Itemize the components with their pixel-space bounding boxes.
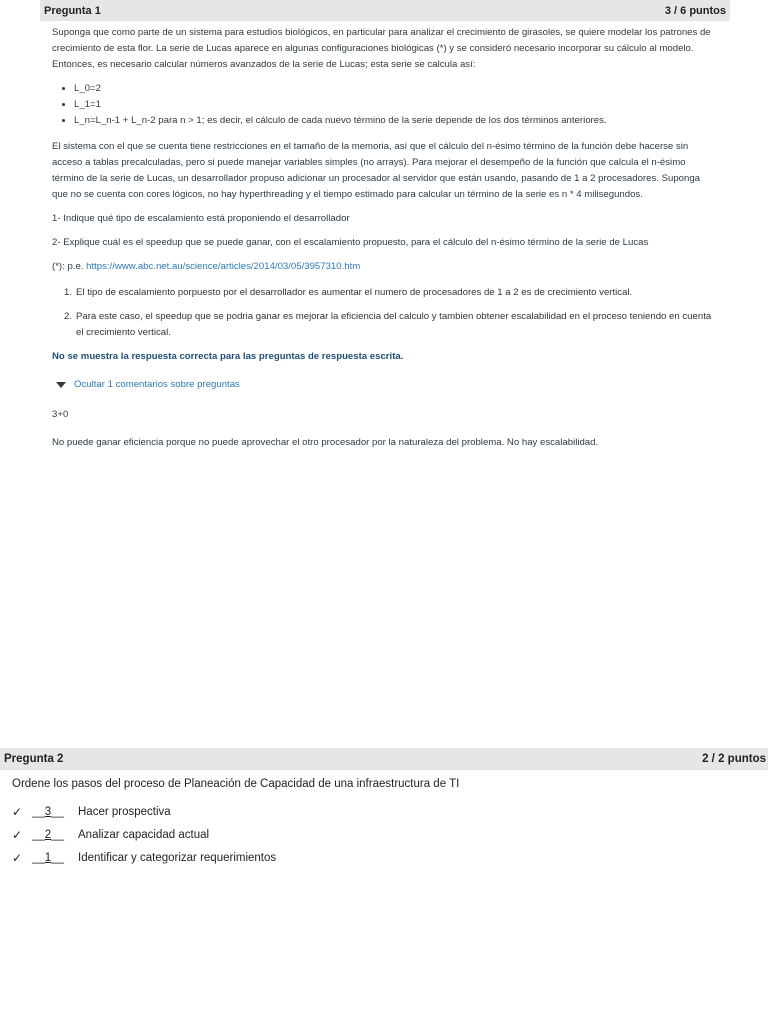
answer-item xyxy=(52,285,718,301)
question-2-prompt: Ordene los pasos del proceso de Planeación de Capacidad de una infraestructura de TI xyxy=(12,778,460,790)
hide-comments-label: Ocultar 1 comentarios sobre preguntas xyxy=(74,379,240,390)
question-1 xyxy=(40,0,730,451)
ordering-label: Analizar capacidad actual xyxy=(78,828,210,841)
question-1-title: Pregunta 1 xyxy=(44,4,101,17)
reference-prefix: (*): p.e. xyxy=(52,261,87,272)
order-value: __3__ xyxy=(32,805,64,818)
answer-number: 1. xyxy=(63,287,72,298)
question-1-header xyxy=(40,0,730,21)
check-icon: ✓ xyxy=(12,804,23,819)
instructor-comment: No puede ganar eficiencia porque no puede aprovechar el otro procesador por la naturaleza del problema. No hay escalabilidad. xyxy=(52,437,599,448)
task-2: 2- Explique cuál es el speedup que se puede ganar, con el escalamiento propuesto, para el cálculo del n-ésimo término de la serie de Lucas xyxy=(52,237,649,248)
student-answer xyxy=(52,285,718,341)
caret-down-icon xyxy=(56,382,66,388)
ordering-label: Hacer prospectiva xyxy=(78,805,171,818)
check-icon: ✓ xyxy=(12,827,23,842)
lucas-series-list xyxy=(52,81,718,129)
comment-score: 3+0 xyxy=(52,409,69,420)
list-item: • L_1=1 xyxy=(74,97,718,113)
answer-text: Para este caso, el speedup que se podria ganar es mejorar la eficiencia del calculo y tambien obtener escalabilidad en el proceso teniendo en cuenta el crecimiento vertical. xyxy=(76,311,712,338)
task-1: 1- Indique qué tipo de escalamiento está proponiendo el desarrollador xyxy=(52,213,350,224)
question-intro: Suponga que como parte de un sistema para estudios biológicos, en particular para analizar el crecimiento de girasoles, se quiere modelar los patrones de crecimiento de esta flor. La serie de Lucas aparece en algunas configuraciones biológicas (*) y se consideró necesario incorporar su cálculo al modelo. Entonces, es necesario calcular números avanzados de la serie de Lucas; esta serie se calcula así: xyxy=(52,27,711,70)
ordering-row xyxy=(12,823,768,846)
question-1-score: 3 / 6 puntos xyxy=(664,4,726,17)
ordering-list xyxy=(12,800,768,869)
order-value: __2__ xyxy=(32,828,64,841)
ordering-label: Identificar y categorizar requerimientos xyxy=(78,851,277,864)
correct-answer-note: No se muestra la respuesta correcta para las preguntas de respuesta escrita. xyxy=(52,351,404,362)
question-2-header xyxy=(0,748,768,770)
answer-number: 2. xyxy=(63,311,72,322)
order-value: __1__ xyxy=(32,851,64,864)
ordering-row xyxy=(12,800,768,823)
question-context: El sistema con el que se cuenta tiene restricciones en el tamaño de la memoria, así que el cálculo del n-ésimo término de la función debe hacerse sin acceso a tablas precalculadas, pero si puede manejar variables simples (no arrays). Para mejorar el desempeño de la función que calcula el n-ésimo término de la serie de Lucas, un desarrollador propuso adicionar un procesador al servidor que están usando, pasando de 1 a 2 procesadores. Suponga que no se cuenta con cores lógicos, no hay hyperthreading y el tiempo estimado para calcular un término de la serie es n * 4 milisegundos. xyxy=(52,141,700,200)
list-item: • L_0=2 xyxy=(74,81,718,97)
hide-comments-toggle[interactable] xyxy=(52,377,718,393)
answer-item xyxy=(52,309,718,341)
question-2 xyxy=(0,748,768,869)
check-icon: ✓ xyxy=(12,850,23,865)
question-1-body xyxy=(40,21,730,451)
answer-text: El tipo de escalamiento porpuesto por el desarrollador es aumentar el numero de procesadores de 1 a 2 es de crecimiento vertical. xyxy=(76,287,633,298)
ordering-row xyxy=(12,846,768,869)
list-item: • L_n=L_n-1 + L_n-2 para n > 1; es decir, el cálculo de cada nuevo término de la serie depende de los dos términos anteriores. xyxy=(74,113,718,129)
question-2-score: 2 / 2 puntos xyxy=(702,753,766,765)
reference xyxy=(52,259,718,275)
reference-link[interactable]: https://www.abc.net.au/science/articles/2014/03/05/3957310.htm xyxy=(86,261,361,272)
question-2-title: Pregunta 2 xyxy=(4,753,64,765)
